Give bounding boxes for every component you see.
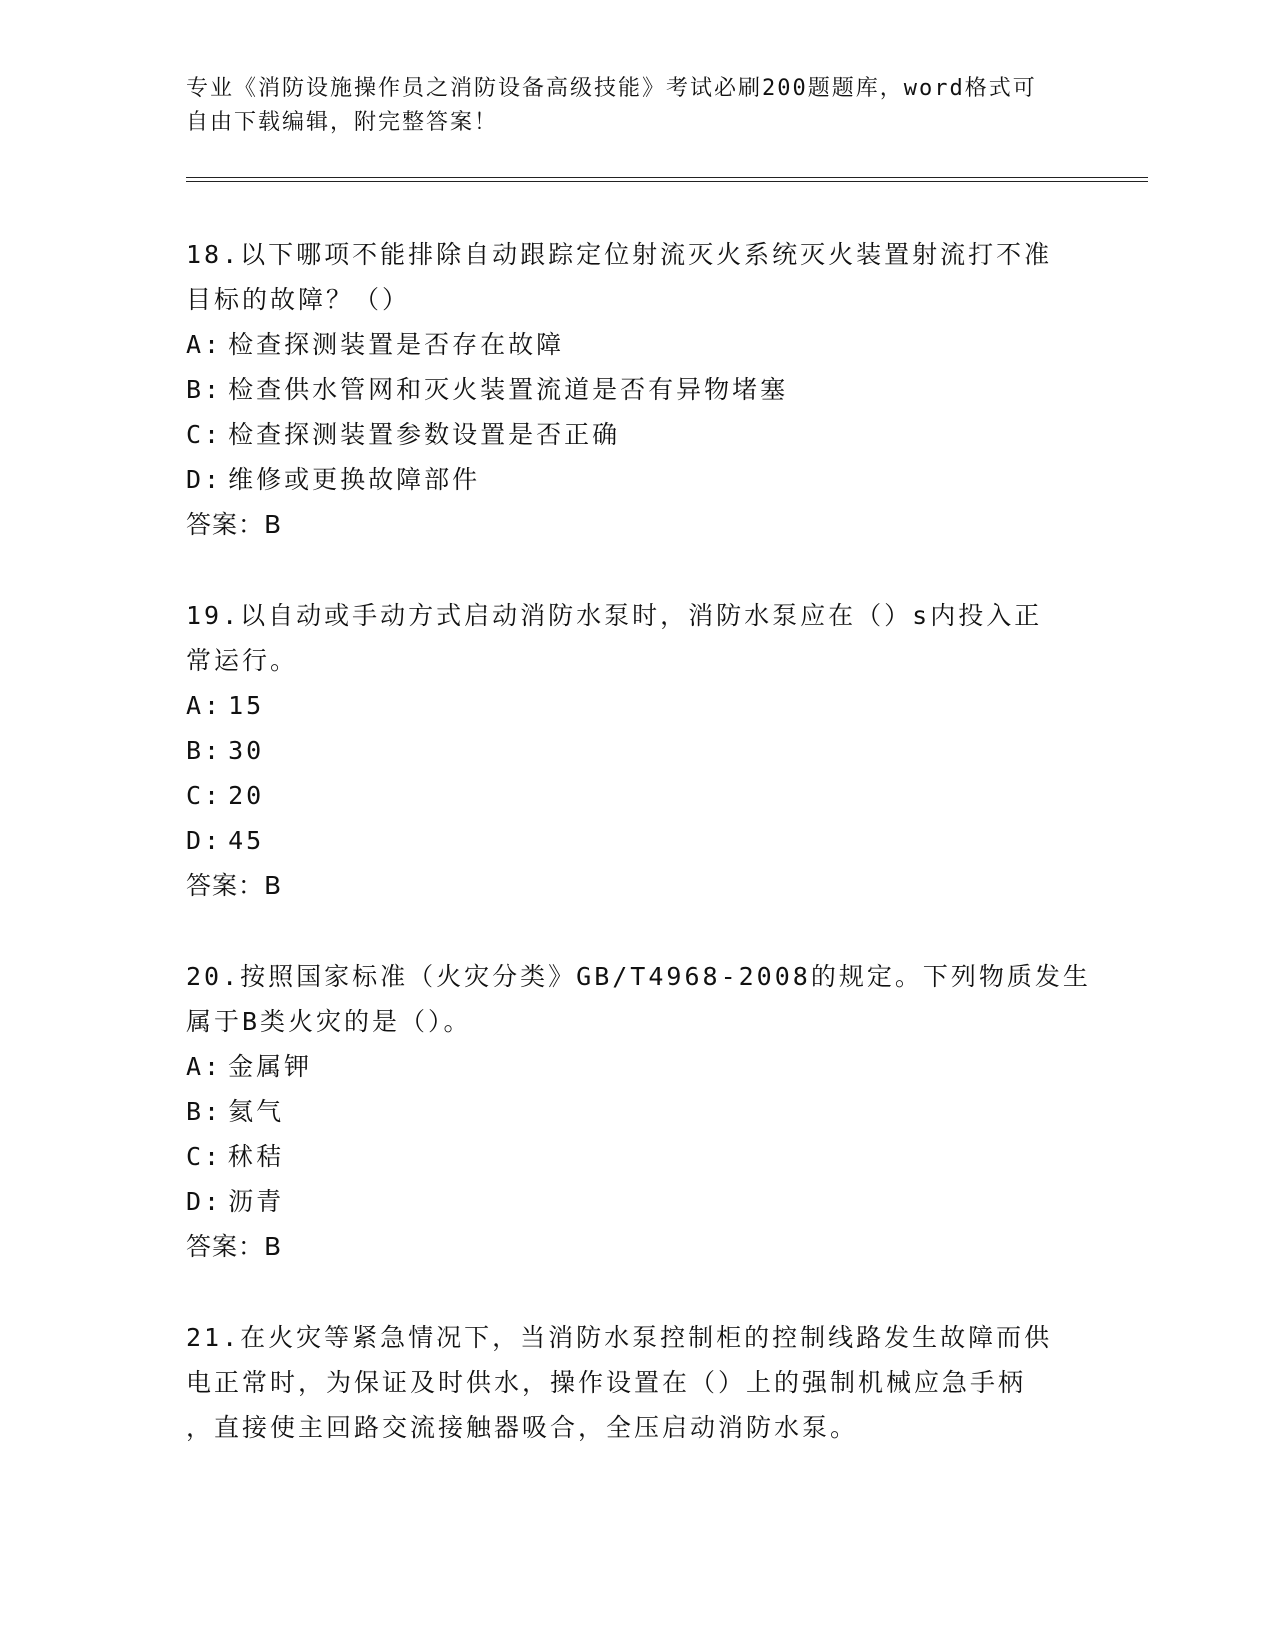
answer-label: 答案：B	[186, 510, 283, 539]
option-text: 15	[228, 691, 265, 720]
answer-label: 答案：B	[186, 1232, 283, 1261]
header-divider-top	[186, 177, 1148, 178]
option-text: 20	[228, 781, 265, 810]
question-text-line: 18.以下哪项不能排除自动跟踪定位射流灭火系统灭火装置射流打不准	[186, 240, 1053, 269]
option-text: 检查探测装置参数设置是否正确	[228, 420, 621, 449]
option-key: C:	[186, 1142, 223, 1171]
option-key: D:	[186, 826, 223, 855]
option-c	[186, 1134, 1086, 1179]
answer-label: 答案：B	[186, 871, 283, 900]
question-text-line: 20.按照国家标准（火灾分类》GB/T4968-2008的规定。下列物质发生	[186, 962, 1091, 991]
option-key: A:	[186, 330, 223, 359]
option-key: C:	[186, 781, 223, 810]
question-text-line: 常运行。	[186, 646, 299, 675]
option-text: 氦气	[228, 1097, 285, 1126]
option-key: B:	[186, 375, 223, 404]
option-text: 秫秸	[228, 1142, 285, 1171]
option-key: A:	[186, 1052, 223, 1081]
option-d	[186, 818, 1086, 863]
question-20	[186, 954, 1091, 1269]
question-text-line: 电正常时，为保证及时供水，操作设置在（）上的强制机械应急手柄	[186, 1368, 1027, 1397]
option-c	[186, 412, 1086, 457]
question-text-line: 目标的故障？（）	[186, 285, 411, 314]
option-text: 维修或更换故障部件	[228, 465, 481, 494]
option-b	[186, 1089, 1086, 1134]
option-key: C:	[186, 420, 223, 449]
option-key: A:	[186, 691, 223, 720]
option-d	[186, 457, 1086, 502]
header-line-1: 专业《消防设施操作员之消防设备高级技能》考试必刷200题题库，word格式可	[186, 76, 1037, 101]
option-text: 沥青	[228, 1187, 285, 1216]
option-c	[186, 773, 1086, 818]
question-19	[186, 593, 1086, 908]
document-header	[186, 72, 1066, 140]
option-key: B:	[186, 1097, 223, 1126]
option-a	[186, 1044, 1086, 1089]
question-list	[186, 232, 1091, 1450]
option-text: 金属钾	[228, 1052, 313, 1081]
question-18	[186, 232, 1086, 547]
header-divider-bottom	[186, 181, 1148, 182]
question-text-line: ，直接使主回路交流接触器吸合，全压启动消防水泵。	[186, 1413, 859, 1442]
option-text: 30	[228, 736, 265, 765]
question-text-line: 21.在火灾等紧急情况下，当消防水泵控制柜的控制线路发生故障而供	[186, 1323, 1053, 1352]
option-d	[186, 1179, 1086, 1224]
option-a	[186, 322, 1086, 367]
question-text-line: 19.以自动或手动方式启动消防水泵时，消防水泵应在（）s内投入正	[186, 601, 1043, 630]
question-21	[186, 1315, 1086, 1450]
header-line-2: 自由下载编辑，附完整答案！	[186, 110, 499, 135]
option-a	[186, 683, 1086, 728]
option-key: B:	[186, 736, 223, 765]
option-key: D:	[186, 1187, 223, 1216]
option-b	[186, 728, 1086, 773]
option-text: 检查供水管网和灭火装置流道是否有异物堵塞	[228, 375, 789, 404]
option-b	[186, 367, 1086, 412]
option-key: D:	[186, 465, 223, 494]
question-text-line: 属于B类火灾的是（）。	[186, 1007, 472, 1036]
option-text: 检查探测装置是否存在故障	[228, 330, 565, 359]
option-text: 45	[228, 826, 265, 855]
